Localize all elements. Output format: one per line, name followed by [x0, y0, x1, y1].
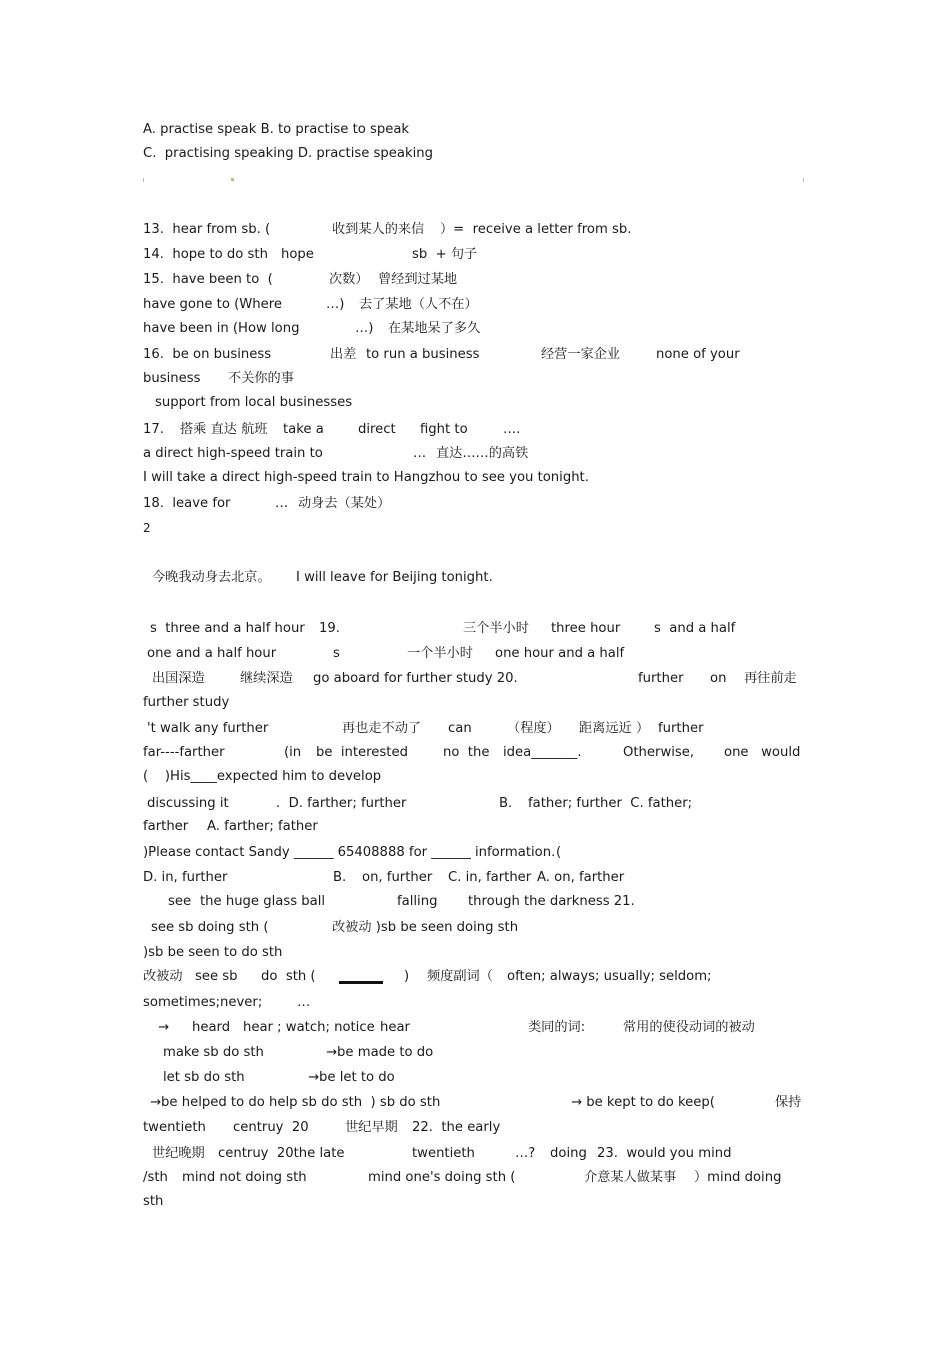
- text-segment: 继续深造: [240, 671, 293, 686]
- text-segment: 再往前走: [744, 671, 797, 686]
- text-segment: ….: [503, 422, 521, 437]
- text-segment: I will leave for Beijing tonight.: [296, 570, 493, 585]
- text-segment: B.: [333, 870, 347, 885]
- text-segment: 世纪晚期: [152, 1146, 205, 1161]
- text-segment: doing: [550, 1146, 587, 1161]
- text-segment: can: [448, 721, 472, 736]
- scan-mark-left: [143, 178, 144, 182]
- text-segment: 't walk any further: [147, 721, 269, 736]
- text-segment: heard: [192, 1020, 231, 1035]
- text-segment: sometimes;never;: [143, 995, 263, 1010]
- text-segment: 17.: [143, 422, 164, 437]
- text-segment: ): [404, 969, 410, 984]
- text-segment: (: [556, 845, 562, 860]
- text-segment: see sb doing sth (: [151, 920, 269, 935]
- text-segment: 去了某地（人不在）: [359, 297, 478, 312]
- text-segment: s three and a half hour: [150, 621, 305, 636]
- text-segment: no the: [443, 745, 490, 760]
- text-segment: three hour: [551, 621, 621, 636]
- text-segment: /sth: [143, 1170, 168, 1185]
- text-segment: be interested: [316, 745, 408, 760]
- page-number: 2: [143, 521, 151, 535]
- text-segment: discussing it: [147, 796, 229, 811]
- text-segment: hear ; watch; notice: [243, 1020, 375, 1035]
- text-segment: 今晚我动身去北京。: [152, 570, 271, 585]
- text-segment: . D. farther; further: [276, 796, 407, 811]
- text-segment: 13. hear from sb. (: [143, 222, 271, 237]
- text-segment: see sb: [195, 969, 238, 984]
- text-segment: 19.: [319, 621, 340, 636]
- text-segment: → be kept to do keep(: [571, 1095, 715, 1110]
- text-segment: 保持: [775, 1095, 802, 1110]
- text-segment: …: [275, 496, 289, 511]
- text-segment: farther: [143, 819, 189, 834]
- text-segment: 次数）: [329, 272, 369, 287]
- text-segment: support from local businesses: [155, 395, 353, 410]
- text-segment: on, further: [362, 870, 433, 885]
- text-segment: ）= receive a letter from sb.: [440, 222, 632, 237]
- text-segment: 经营一家企业: [541, 347, 621, 362]
- text-segment: centruy 20: [233, 1120, 309, 1135]
- arrow-icon: →: [158, 1020, 170, 1035]
- text-segment: B.: [499, 796, 513, 811]
- text-segment: see: [168, 894, 192, 909]
- text-segment: D. in, further: [143, 870, 228, 885]
- text-segment: go aboard for further study 20.: [313, 671, 518, 686]
- text-segment: 14. hope to do sth: [143, 247, 268, 262]
- text-segment: far----farther: [143, 745, 225, 760]
- text-segment: …: [297, 995, 311, 1010]
- text-segment: sth: [143, 1194, 164, 1209]
- text-segment: have been in (How long: [143, 321, 300, 336]
- text-segment: Otherwise,: [623, 745, 695, 760]
- text-segment: )sb be seen to do sth: [143, 945, 283, 960]
- text-segment: direct: [358, 422, 396, 437]
- answer-blank-bar: [339, 981, 383, 984]
- text-segment: A. farther; father: [207, 819, 318, 834]
- text-segment: business: [143, 371, 201, 386]
- text-segment: make sb do sth: [163, 1045, 264, 1060]
- text-segment: A. practise speak B. to practise to speak: [143, 122, 410, 137]
- text-segment: →be let to do: [308, 1070, 395, 1085]
- text-segment: C. practising speaking D. practise speaking: [143, 146, 433, 161]
- text-segment: →be helped to do help sb do sth ) sb do sth: [150, 1095, 441, 1110]
- text-segment: （程度）: [507, 721, 560, 736]
- text-segment: one would: [724, 745, 801, 760]
- text-segment: mind one's doing sth (: [368, 1170, 516, 1185]
- text-segment: …?: [515, 1146, 536, 1161]
- text-segment: →be made to do: [326, 1045, 434, 1060]
- text-segment: mind not doing sth: [182, 1170, 307, 1185]
- text-segment: twentieth: [143, 1120, 206, 1135]
- text-segment: 改被动 )sb be seen doing sth: [332, 920, 519, 935]
- text-segment: 类同的词:: [528, 1020, 586, 1035]
- text-segment: 介意某人做某事: [584, 1170, 677, 1185]
- text-segment: 改被动: [143, 969, 183, 984]
- text-segment: sb + 句子: [412, 247, 478, 262]
- text-segment: further study: [143, 695, 230, 710]
- text-segment: ）mind doing: [694, 1170, 782, 1185]
- text-segment: 18. leave for: [143, 496, 231, 511]
- text-segment: 搭乘 直达 航班: [180, 422, 268, 437]
- text-segment: 16. be on business: [143, 347, 272, 362]
- scan-mark-right: [803, 178, 804, 182]
- text-segment: to run a business: [366, 347, 480, 362]
- text-segment: 三个半小时: [463, 621, 529, 636]
- text-segment: take a: [283, 422, 324, 437]
- text-segment: the huge glass ball: [200, 894, 326, 909]
- text-segment: father; further C. father;: [528, 796, 693, 811]
- scan-mark-dot: [231, 178, 234, 181]
- text-segment: 动身去（某处）: [298, 496, 391, 511]
- text-segment: (in: [284, 745, 302, 760]
- text-segment: 23. would you mind: [597, 1146, 732, 1161]
- text-segment: 15. have been to (: [143, 272, 273, 287]
- text-segment: a direct high-speed train to: [143, 446, 323, 461]
- text-segment: 曾经到过某地: [378, 272, 458, 287]
- text-segment: 在某地呆了多久: [388, 321, 481, 336]
- text-segment: one hour and a half: [495, 646, 625, 661]
- text-segment: 一个半小时: [407, 646, 473, 661]
- text-segment: hope: [281, 247, 314, 262]
- text-segment: fight to: [420, 422, 468, 437]
- text-segment: further: [658, 721, 704, 736]
- text-segment: have gone to (Where: [143, 297, 282, 312]
- text-segment: 不关你的事: [228, 371, 294, 386]
- text-segment: 22. the early: [412, 1120, 501, 1135]
- text-segment: 常用的使役动词的被动: [623, 1020, 755, 1035]
- text-segment: 出差: [330, 347, 357, 362]
- text-segment: …): [355, 321, 374, 336]
- text-segment: falling: [397, 894, 438, 909]
- text-segment: A. on, farther: [537, 870, 625, 885]
- text-segment: on: [710, 671, 727, 686]
- text-segment: 频度副词（: [427, 969, 493, 984]
- text-segment: none of your: [656, 347, 740, 362]
- text-segment: 距离远近 ）: [579, 721, 650, 736]
- text-segment: s and a half: [654, 621, 736, 636]
- text-segment: C. in, farther: [448, 870, 532, 885]
- text-segment: …: [413, 446, 427, 461]
- text-segment: 出国深造: [152, 671, 205, 686]
- text-segment: 世纪早期: [345, 1120, 398, 1135]
- text-segment: let sb do sth: [163, 1070, 245, 1085]
- text-segment: 直达……的高铁: [436, 446, 529, 461]
- text-segment: s: [333, 646, 340, 661]
- text-segment: centruy 20the late: [218, 1146, 345, 1161]
- text-segment: 再也走不动了: [342, 721, 422, 736]
- text-segment: often; always; usually; seldom;: [507, 969, 712, 984]
- text-segment: through the darkness 21.: [468, 894, 635, 909]
- text-segment: )Please contact Sandy ______ 65408888 for ______ information.: [143, 845, 556, 860]
- text-segment: 收到某人的来信: [332, 222, 425, 237]
- text-segment: one and a half hour: [147, 646, 277, 661]
- text-segment: do sth (: [261, 969, 316, 984]
- text-segment: idea_______.: [503, 745, 582, 760]
- text-segment: ( )His____expected him to develop: [143, 769, 382, 784]
- text-segment: I will take a direct high-speed train to Hangzhou to see you tonight.: [143, 470, 589, 485]
- text-segment: …): [326, 297, 345, 312]
- text-segment: twentieth: [412, 1146, 475, 1161]
- text-segment: further: [638, 671, 684, 686]
- text-segment: hear: [380, 1020, 410, 1035]
